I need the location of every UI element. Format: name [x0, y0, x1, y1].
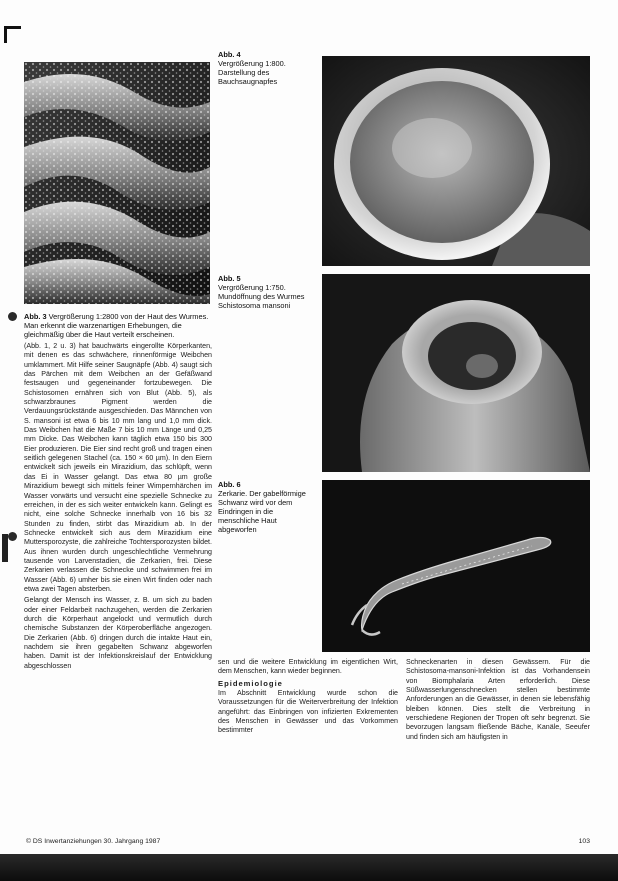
section-heading-epidemiologie: Epidemiologie [218, 678, 283, 688]
cercaria-image [322, 480, 590, 652]
oral-opening-image [322, 274, 590, 472]
caption-abb3-label: Abb. 3 [24, 312, 47, 321]
figure-oral-opening [322, 274, 590, 472]
middle-paragraph-2: Im Abschnitt Entwicklung wurde schon die Voraussetzungen für die Weiterverbreitung der Infektion angeführt: das Einbringen von infizierten Exkrementen des Menschen in Gewässer und das Vorkommen bestimmter [218, 689, 398, 735]
caption-abb6 [218, 480, 310, 534]
caption-abb5-text: Vergrößerung 1:750. Mundöffnung des Wurmes Schistosoma mansoni [218, 283, 305, 310]
middle-text-column [218, 658, 398, 738]
binder-hole-icon [8, 532, 17, 541]
caption-abb3 [24, 312, 212, 339]
corner-crop-mark [4, 26, 21, 43]
right-paragraph-1: Schneckenarten in diesen Gewässern. Für die Schistosoma-mansoni-Infektion ist das Vorhandensein von Biomphalaria Arten erforderlich. Diese Süßwasserlungenschnecken stellen bestimmte Anforderungen an die Gewässer, in denen sie lebensfähig bleiben können. Dies stellt die Verbreitung in verschiedene Regionen der Tropen oft sehr begrenzt. Sie bevorzugen langsam fließende Bäche, Kanäle, Seeufer und finden sich am häufigsten in [406, 658, 590, 741]
caption-abb4 [218, 50, 310, 86]
page-number: 103 [578, 838, 590, 845]
binder-hole-icon [8, 312, 17, 321]
caption-abb5-label: Abb. 5 [218, 274, 241, 283]
right-text-column [406, 658, 590, 744]
left-paragraph-2: Gelangt der Mensch ins Wasser, z. B. um sich zu baden oder einer Feldarbeit nachzugehen, werden die Zerkarien durch die Körperhaut angelockt und vermutlich durch chemische Substanzen der Körperoberfläche angezogen. Die Zerkarien (Abb. 6) dringen durch die intakte Haut ein, nachdem sie ihren gegabelten Schwanz abgeworfen haben. Damit ist der Infektionskreislauf der Entwicklung abgeschlossen [24, 596, 212, 670]
footer-publication: © DS Inwertanziehungen 30. Jahrgang 1987 [26, 838, 161, 845]
caption-abb5 [218, 274, 310, 310]
left-paragraph-1: (Abb. 1, 2 u. 3) hat bauchwärts eingerollte Körperkanten, mit denen es das schwächere, rinnenförmige Weibchen umklammert. Mit Hilfe seiner Saugnäpfe (Abb. 4) saugt sich das Pärchen mit dem Weibchen an der Gefäßwand festsaugen und gegeneinander fortzubewegen. Die Schistosomen ernähren sich von Blut (Abb. 5), als schwarzbraunes Pigment werden die Verdauungsrückstände ausgeschieden. Das Männchen von S. mansoni ist etwa 6 bis 10 mm lang und 1,0 mm dick. Das Weibchen hat die Maße 7 bis 10 mm Länge und 0,25 mm Dicke. Das Weibchen kann täglich etwa 150 bis 300 Eier produzieren. Die Eier sind recht groß und tragen einen seitlich gelegenen Stachel (ca. 150 × 60 µm). In den Eiern entwickelt sich jeweils ein Mirazidium, das schlüpft, wenn das Ei in Wasser gelangt. Das etwa 80 µm große Mirazidium bewegt sich mittels feiner Wimpernhärchen im Wasser vorwärts und versucht eine spezielle Schnecke zu erreichen, in der es sich weiter entwickeln kann. Gelingt es nicht, eine solche Schnecke innerhalb von 16 bis 32 Stunden zu finden, stirbt das Mirazidium ab. In der Schnecke entwickelt sich aus dem Mirazidium eine Muttersporozyste, die zahlreiche Tochtersporozysten bildet. Aus ihnen wurden durch ungeschlechtliche Vermehrung tausende von Larvenstadien, die Zerkarien, frei. Diese Zerkarien verlassen die Schnecke und schwimmen frei im Wasser (Abb. 6) umher bis sie einen Wirt finden oder nach etwa zwei Tagen absterben. [24, 342, 212, 593]
caption-abb4-label: Abb. 4 [218, 50, 241, 59]
figure-skin-micrograph [24, 62, 210, 304]
ventral-sucker-image [322, 56, 590, 266]
caption-abb6-text: Zerkarie. Der gabelförmige Schwanz wird vor dem Eindringen in die menschliche Haut abgeworfen [218, 489, 306, 534]
figure-cercaria [322, 480, 590, 652]
caption-abb3-text: Vergrößerung 1:2800 von der Haut des Wurmes. Man erkennt die warzenartigen Erhebungen, die gleichmäßig über die Haut verteilt erscheinen. [24, 312, 209, 339]
left-text-column [24, 342, 212, 673]
scan-bottom-edge [0, 854, 618, 881]
skin-micrograph-image [24, 62, 210, 304]
figure-ventral-sucker [322, 56, 590, 266]
caption-abb6-label: Abb. 6 [218, 480, 241, 489]
caption-abb4-text: Vergrößerung 1:800. Darstellung des Bauchsaugnapfes [218, 59, 286, 86]
middle-paragraph-1: sen und die weitere Entwicklung im eigentlichen Wirt, dem Menschen, kann wieder beginnen. [218, 658, 398, 676]
edge-mark [2, 534, 8, 562]
